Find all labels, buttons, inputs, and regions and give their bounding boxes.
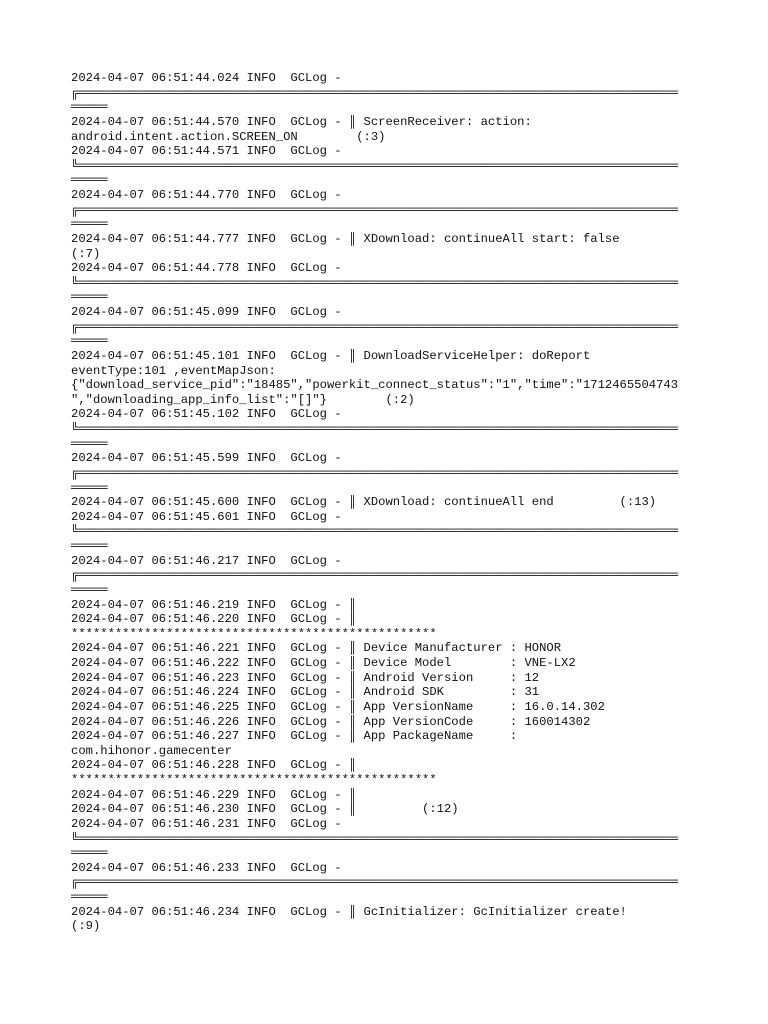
log-line: 2024-04-07 06:51:45.600 INFO GCLog - ║ XDownload: continueAll end (:13)	[71, 495, 657, 510]
log-line: android.intent.action.SCREEN_ON (:3)	[71, 129, 386, 144]
log-line: **************************************************	[71, 626, 437, 641]
log-document	[71, 71, 701, 934]
log-line: **************************************************	[71, 773, 437, 787]
log-line: ═════	[71, 846, 108, 861]
log-line: 2024-04-07 06:51:46.226 INFO GCLog - ║ App VersionCode : 160014302	[71, 714, 591, 729]
log-line: ═════	[71, 290, 108, 305]
log-line: 2024-04-07 06:51:46.223 INFO GCLog - ║ Android Version : 12	[71, 670, 540, 685]
log-line: ╔══════════════════════════════════════════════════════════════════════════════════	[71, 319, 679, 334]
log-line: ═════	[71, 100, 108, 115]
log-line: ╔══════════════════════════════════════════════════════════════════════════════════	[71, 202, 679, 217]
log-line: 2024-04-07 06:51:46.217 INFO GCLog -	[71, 553, 342, 568]
log-line: 2024-04-07 06:51:44.571 INFO GCLog -	[71, 144, 342, 159]
log-line: 2024-04-07 06:51:46.220 INFO GCLog - ║	[71, 612, 357, 627]
log-line: ═════	[71, 436, 108, 451]
log-line: 2024-04-07 06:51:46.231 INFO GCLog -	[71, 816, 342, 831]
log-line: 2024-04-07 06:51:46.234 INFO GCLog - ║ GcInitializer: GcInitializer create!	[71, 904, 627, 919]
log-line: com.hihonor.gamecenter	[71, 743, 232, 758]
log-line: ═════	[71, 480, 108, 495]
log-line: eventType:101 ,eventMapJson:	[71, 363, 276, 378]
log-line: 2024-04-07 06:51:44.777 INFO GCLog - ║ XDownload: continueAll start: false	[71, 231, 620, 246]
log-line: ═════	[71, 334, 108, 349]
log-line: 2024-04-07 06:51:46.233 INFO GCLog -	[71, 860, 342, 875]
log-line: ═════	[71, 217, 108, 232]
log-line: ╔══════════════════════════════════════════════════════════════════════════════════	[71, 85, 679, 100]
log-line: ═════	[71, 582, 108, 597]
log-line: ","downloading_app_info_list":"[]"} (:2)	[71, 392, 415, 407]
log-line: 2024-04-07 06:51:46.224 INFO GCLog - ║ Android SDK : 31	[71, 685, 540, 700]
log-line: ═════	[71, 890, 108, 904]
log-line: {"download_service_pid":"18485","powerkit_connect_status":"1","time":"1712465504743	[71, 378, 679, 393]
log-line: ╚══════════════════════════════════════════════════════════════════════════════════	[71, 422, 679, 436]
log-line: ═════	[71, 539, 108, 553]
log-line: ╚══════════════════════════════════════════════════════════════════════════════════	[71, 158, 679, 173]
log-line: ╔══════════════════════════════════════════════════════════════════════════════════	[71, 568, 679, 583]
log-line: 2024-04-07 06:51:46.227 INFO GCLog - ║ App PackageName :	[71, 729, 518, 744]
log-line: ╔══════════════════════════════════════════════════════════════════════════════════	[71, 875, 679, 890]
log-line: 2024-04-07 06:51:45.601 INFO GCLog -	[71, 509, 342, 524]
log-line: 2024-04-07 06:51:46.229 INFO GCLog - ║	[71, 787, 357, 802]
log-line: ╔══════════════════════════════════════════════════════════════════════════════════	[71, 465, 679, 480]
log-line: (:9)	[71, 919, 101, 934]
log-line: 2024-04-07 06:51:45.099 INFO GCLog -	[71, 305, 342, 319]
log-line: 2024-04-07 06:51:44.778 INFO GCLog -	[71, 261, 342, 276]
log-line: 2024-04-07 06:51:45.101 INFO GCLog - ║ DownloadServiceHelper: doReport	[71, 348, 591, 363]
log-line: 2024-04-07 06:51:45.102 INFO GCLog -	[71, 407, 342, 422]
log-line: (:7)	[71, 246, 101, 261]
log-line: 2024-04-07 06:51:44.570 INFO GCLog - ║ ScreenReceiver: action:	[71, 114, 532, 129]
log-line: 2024-04-07 06:51:46.228 INFO GCLog - ║	[71, 758, 357, 773]
log-line: 2024-04-07 06:51:46.221 INFO GCLog - ║ Device Manufacturer : HONOR	[71, 641, 562, 656]
log-line: ╚══════════════════════════════════════════════════════════════════════════════════	[71, 524, 679, 539]
log-line: 2024-04-07 06:51:44.024 INFO GCLog -	[71, 71, 342, 85]
log-line: 2024-04-07 06:51:45.599 INFO GCLog -	[71, 451, 342, 466]
log-line: 2024-04-07 06:51:46.219 INFO GCLog - ║	[71, 597, 357, 612]
log-line: ═════	[71, 173, 108, 188]
log-line: 2024-04-07 06:51:46.225 INFO GCLog - ║ App VersionName : 16.0.14.302	[71, 699, 605, 714]
log-line: ╚══════════════════════════════════════════════════════════════════════════════════	[71, 275, 679, 290]
log-line: ╚══════════════════════════════════════════════════════════════════════════════════	[71, 831, 679, 846]
log-line: 2024-04-07 06:51:46.230 INFO GCLog - ║ (:12)	[71, 802, 459, 817]
log-line: 2024-04-07 06:51:44.770 INFO GCLog -	[71, 188, 342, 202]
log-line: 2024-04-07 06:51:46.222 INFO GCLog - ║ Device Model : VNE-LX2	[71, 656, 576, 670]
